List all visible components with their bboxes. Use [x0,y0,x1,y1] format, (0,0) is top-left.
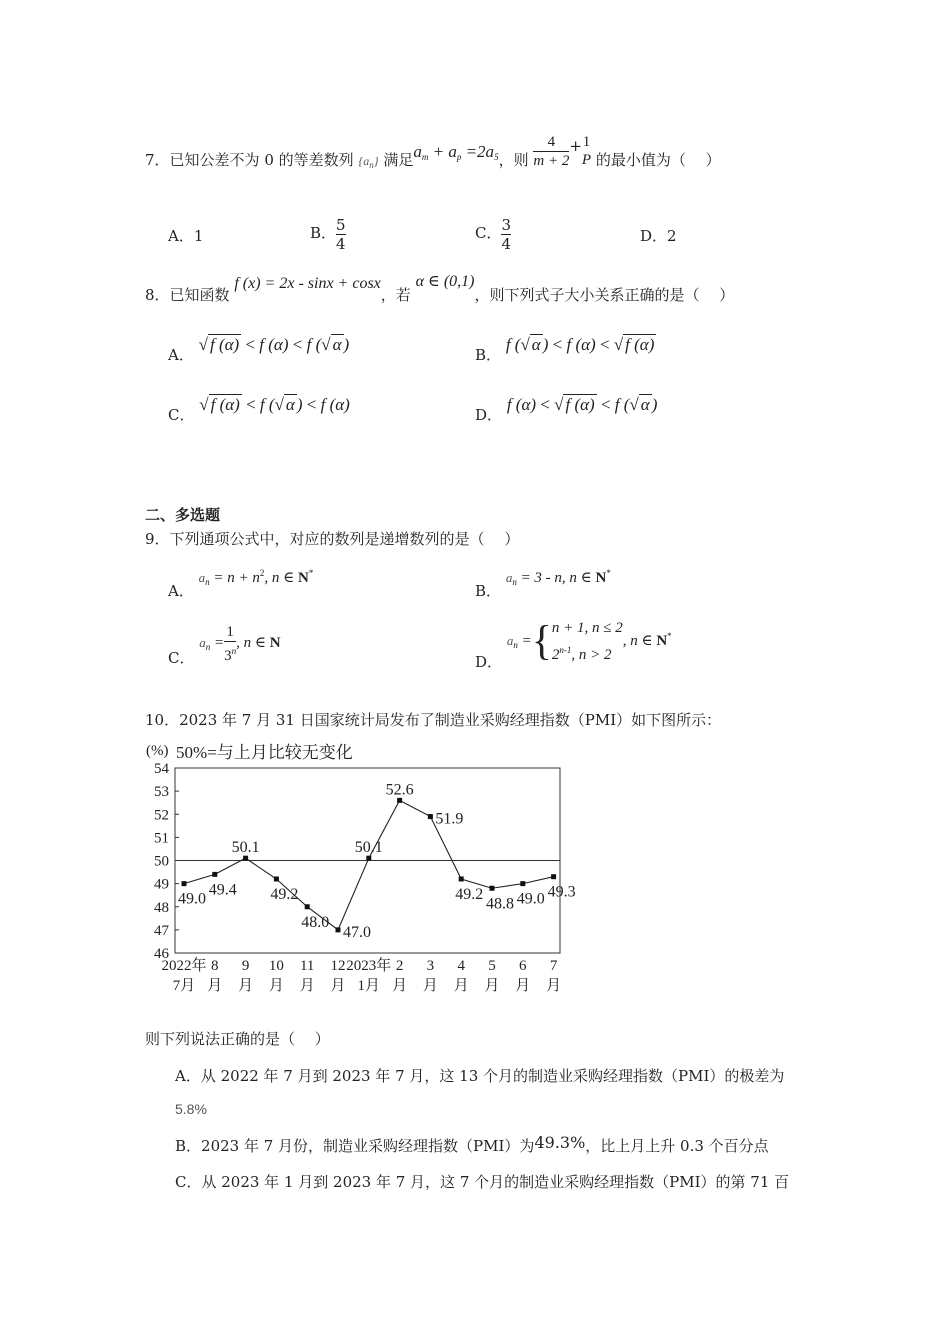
q9-option-a: A． $a_n = n + n^2$, n ∈ N* [168,568,314,600]
pmi-data-label-9: 49.2 [455,886,484,903]
pmi-point-7 [397,798,402,803]
pmi-point-0 [182,881,187,886]
q10-number: 10． [145,711,180,729]
x-label-top-1: 8 [211,958,219,974]
y-tick-label-51: 51 [154,830,169,847]
q10-text: 2023 年 7 月 31 日国家统计局发布了制造业采购经理指数（PMI）如下图所示： [179,711,722,729]
q8-option-b: B． f (√ α ) < f (α) < √ f (α) [475,335,655,364]
q7-text2: 满足 [383,151,414,169]
x-label-bottom-2: 月 [238,978,254,994]
pmi-data-label-8: 51.9 [435,810,464,828]
pmi-line-chart [140,738,576,998]
x-label-bottom-6: 1月 [357,978,381,994]
x-label-top-9: 4 [457,958,465,974]
q7-fraction-1: $\frac{4}{m + 2}$ [533,133,570,169]
x-label-bottom-3: 月 [268,978,284,994]
chart-y-unit: (%) [146,743,169,759]
q8-option-a: A． √ f (α) < f (α) < f (√ α ) [168,335,350,364]
pmi-data-label-7: 52.6 [385,781,414,799]
pmi-point-2 [243,856,248,861]
pmi-point-5 [336,927,341,932]
chart-title: 50%=与上月比较无变化 [176,743,353,762]
q7-option-d: D．2 [640,227,677,245]
q7-option-b: B． $\frac{5}{4}$ [310,215,346,253]
x-label-top-0: 2022年 [161,958,207,974]
x-label-bottom-12: 月 [546,978,562,994]
x-label-bottom-4: 月 [299,978,315,994]
x-axis-labels [161,956,561,994]
pmi-point-3 [274,877,279,882]
x-label-bottom-1: 月 [207,978,223,994]
q10-option-a-line1: A．从 2022 年 7 月到 2023 年 7 月，这 13 个月的制造业采购经理指数（PMI）的极差为 [175,1067,785,1085]
pmi-point-9 [459,877,464,882]
q8-text3: ，则下列式子大小关系正确的是（ ） [474,286,735,304]
q9-line [145,529,519,549]
x-label-top-4: 11 [299,958,315,974]
q10-option-a-line2: 5.8% [175,1101,207,1117]
x-label-top-11: 6 [519,958,527,974]
q8-function: f (x) = 2x - sinx + cosx [234,275,381,292]
pmi-point-10 [490,886,495,891]
q8-condition: α ∈ (0,1) [415,273,475,290]
q7-condition: $a_m + a_p =2a_5$ [413,142,499,162]
pmi-point-6 [366,856,371,861]
y-tick-label-54: 54 [154,761,169,777]
q9-option-b: B． $a_n = 3 - n$, n ∈ N* [475,568,611,600]
pmi-data-label-1: 49.4 [208,881,237,899]
x-label-top-6: 2023年 [346,958,392,974]
x-label-top-8: 3 [426,958,435,974]
pmi-data-label-10: 48.8 [486,895,514,913]
y-tick-label-47: 47 [154,922,169,939]
q7-sequence: $\{a_n\}$ [358,154,379,170]
pmi-data-label-11: 49.0 [516,890,545,908]
x-label-bottom-0: 7月 [172,978,196,994]
x-label-bottom-11: 月 [515,978,531,994]
pmi-data-label-12: 49.3 [547,883,576,901]
x-label-bottom-5: 月 [330,978,346,994]
q10-after-chart: 则下列说法正确的是（ ） [145,1030,330,1048]
x-label-top-5: 12 [330,958,346,974]
y-tick-label-49: 49 [154,876,169,893]
y-tick-label-46: 46 [154,946,169,962]
pmi-data-labels [178,781,576,941]
pmi-data-label-3: 49.2 [270,886,299,903]
q7-number: 7． [145,151,170,169]
q9-option-c: C． $a_n$ = $\frac{1}{3^n}$ , n ∈ N [168,623,281,667]
q8-option-c: C． √ f (α) < f (√ α ) < f (α) [168,395,350,424]
y-tick-label-53: 53 [154,784,169,801]
x-label-top-7: 2 [395,958,404,974]
q7-option-c: C． $\frac{3}{4}$ [475,215,512,253]
y-tick-label-48: 48 [154,899,169,916]
q10-option-c-line1: C．从 2023 年 1 月到 2023 年 7 月，这 7 个月的制造业采购经理指数（PMI）的第 71 百 [175,1173,790,1191]
pmi-data-label-2: 50.1 [231,839,260,857]
q7-fraction-2: 1 P [581,134,592,168]
q7-line [145,130,721,190]
x-label-top-3: 10 [268,958,284,974]
q10-option-b: B．2023 年 7 月份，制造业采购经理指数（PMI）为49.3%，比上月上升 0.3 个百分点 [175,1133,769,1155]
x-label-top-10: 5 [488,958,496,974]
q8-number: 8． [145,286,170,304]
pmi-point-1 [212,872,217,877]
x-label-bottom-9: 月 [453,978,469,994]
q7-option-a: A．1 [168,227,204,245]
q10-line [145,710,721,730]
pmi-point-11 [520,881,525,886]
x-label-top-12: 7 [549,958,558,974]
q8-line [145,270,734,304]
q8-option-d: D． f (α) < √ f (α) < f (√ α ) [475,395,658,424]
pmi-data-label-4: 48.0 [301,913,330,931]
section-title: 二、多选题 [145,506,221,524]
q9-text: 下列通项公式中，对应的数列是递增数列的是（ ） [169,530,520,548]
q7-text3: ，则 [498,151,529,169]
pmi-data-label-6: 50.1 [354,839,383,857]
pmi-point-12 [551,874,556,879]
q9-number: 9． [145,530,170,548]
q8-text1: 已知函数 [169,286,230,304]
x-label-top-2: 9 [241,958,250,974]
q7-text4: 的最小值为（ ） [595,151,721,169]
q7-text1: 已知公差不为 0 的等差数列 [169,151,354,169]
x-label-bottom-10: 月 [484,978,500,994]
pmi-data-label-0: 49.0 [178,890,206,908]
y-tick-label-52: 52 [154,807,169,824]
q8-text2: ，若 [380,286,411,304]
x-label-bottom-8: 月 [422,978,438,994]
pmi-point-8 [428,814,433,819]
x-label-bottom-7: 月 [392,978,408,994]
q9-option-d: D． $a_n$ ={ n + 1, n ≤ 2 2$^{n-1}$, n > 2 , n ∈ N* [475,618,672,671]
pmi-point-4 [305,904,310,909]
q7-plus: + [569,137,582,155]
pmi-data-label-5: 47.0 [343,923,371,941]
y-tick-label-50: 50 [154,853,169,870]
